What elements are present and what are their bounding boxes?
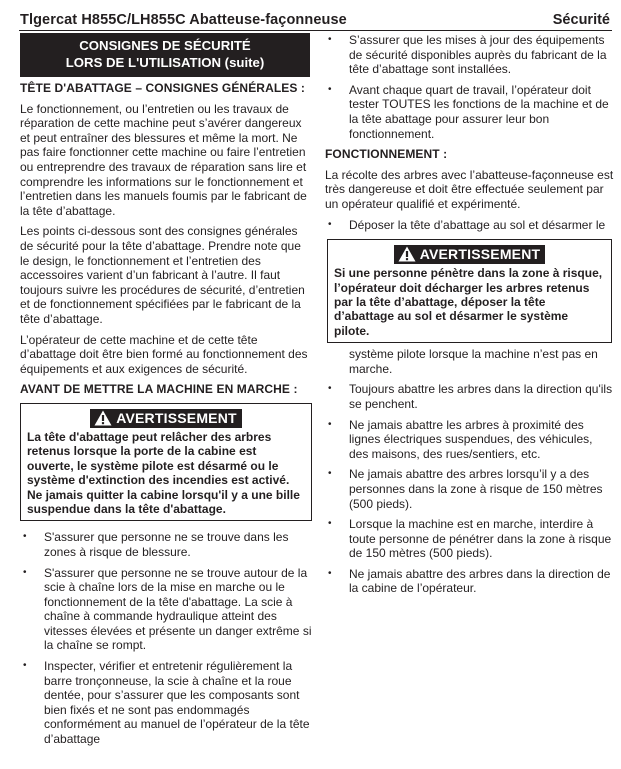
subhead-operation: FONCTIONNEMENT : <box>325 147 448 162</box>
list-item-text: Ne jamais abattre les arbres à proximité des lignes électriques suspendues, des véhicules, des maisons, des rues/sentiers, etc. <box>349 417 593 461</box>
bullet-icon: • <box>328 83 332 95</box>
list-item-continuation: système pilote lorsque la machine n’est pas en marche. <box>349 347 598 376</box>
list-item <box>325 382 615 411</box>
list-item-text: Ne jamais abattre des arbres dans la direction de la cabine de l’opérateur. <box>349 566 611 596</box>
section-title-line-1: CONSIGNES DE SÉCURITÉ <box>79 38 251 53</box>
bullet-icon: • <box>328 567 332 579</box>
warning-text: Si une personne pénètre dans la zone à risque, l’opérateur doit décharger les arbres retenus par la tête d’abattage, déposer la tête d’abattage au sol et désarmer le système pilote. <box>334 266 603 338</box>
bullet-icon: • <box>23 660 27 672</box>
section-title: Sécurité <box>552 12 610 28</box>
list-item-text: Toujours abattre les arbres dans la direction qu'ils se penchent. <box>349 382 613 411</box>
list-item-text: Avant chaque quart de travail, l’opérateur doit tester TOUTES les fonctions de la machine et de la tête abattage pour assurer leur bon fonctionnement. <box>349 82 609 141</box>
section-title-line-2: LORS DE L'UTILISATION (suite) <box>65 54 265 70</box>
right-column <box>325 33 615 602</box>
bullet-icon: • <box>23 566 27 578</box>
warning-badge <box>90 409 242 428</box>
list-item <box>325 418 615 462</box>
list-item-text: S'assurer que personne ne se trouve autour de la scie à chaîne lors de la mise en marche ou le fonctionnement de la tête d'abattage. La scie à chaîne à commande hydraulique atteint des vitesses élevées et présente un danger extrême si la chaîne se rompt. <box>44 565 312 653</box>
warning-box <box>20 403 312 521</box>
bullet-icon: • <box>328 383 332 395</box>
warning-triangle-icon <box>398 246 416 262</box>
paragraph: Les points ci-dessous sont des consignes générales de sécurité pour la tête d’abattage. Prendre note que le design, le fonctionnement et l’entretien des accessoires varient d’un fabricant à l’autre. Il faut toujours suivre les procédures de sécurité, d’entretien et de fonctionnement spécifiées par le fabricant de la tête d’abattage. <box>20 224 305 326</box>
bullet-icon: • <box>328 518 332 530</box>
list-item <box>20 566 312 654</box>
warning-label: AVERTISSEMENT <box>419 246 541 263</box>
list-item-text: S’assurer que les mises à jour des équipements de sécurité disponibles auprès du fabricant de la tête d’abattage sont installées. <box>349 33 607 77</box>
list-item-text: Ne jamais abattre des arbres lorsqu’il y a des personnes dans la zone à risque de 150 mètres (500 pieds). <box>349 467 603 511</box>
paragraph: Le fonctionnement, ou l’entretien ou les travaux de réparation de cette machine peut s’avérer dangereux et peut entraîner des blessures et même la mort. Ne pas faire fonctionner cette machine ou faire l’entretien ou entreprendre des travaux de réparation sans lire et comprendre les informations sur le fonctionnement et l’entretien dans les manuels foumis par le fabricant de la tête d’abattage. <box>20 101 307 218</box>
list-item <box>325 567 615 596</box>
header-rule <box>19 30 612 31</box>
warning-badge <box>394 245 546 264</box>
list-item <box>325 517 615 561</box>
list-item <box>325 83 615 141</box>
list-item <box>20 659 312 747</box>
list-item <box>325 467 615 511</box>
list-item <box>325 33 615 77</box>
bullet-icon: • <box>23 531 27 543</box>
paragraph: La récolte des arbres avec l’abatteuse-façonneuse est très dangereuse et doit être effectuée seulement par un opérateur qualifié et expérimenté. <box>325 167 614 211</box>
warning-text: La tête d'abattage peut relâcher des arbres retenus lorsque la porte de la cabine est ouverte, le système pilote est désarmé ou le système d'extinction des incendies est activé. Ne jamais quitter la cabine lorsqu'il y a une bille suspendue dans la tête d'abattage. <box>27 429 300 516</box>
list-item-text: S'assurer que personne ne se trouve dans les zones à risque de blessure. <box>44 530 289 559</box>
bullet-icon: • <box>328 468 332 480</box>
list-item-text: Inspecter, vérifier et entretenir régulièrement la barre tronçonneuse, la scie à chaîne et la roue dentée, pour s’assurer que les composants sont bien fixés et ne sont pas endommagés conformément au manuel de l’opérateur de la tête d’abattage <box>44 659 310 747</box>
bullet-icon: • <box>328 218 332 230</box>
paragraph: L’opérateur de cette machine et de cette tête d’abattage doit être bien formé au fonctionnement des équipements et aux exigences de sécurité. <box>20 332 308 376</box>
section-title-box <box>20 33 310 77</box>
warning-label: AVERTISSEMENT <box>116 409 237 426</box>
list-item <box>20 530 312 559</box>
left-column <box>20 33 312 753</box>
warning-box <box>327 239 612 343</box>
warning-triangle-icon <box>94 410 112 426</box>
bullet-icon: • <box>328 418 332 430</box>
bullet-icon: • <box>328 34 332 45</box>
subhead-general: TÊTE D'ABATTAGE – CONSIGNES GÉNÉRALES : <box>20 81 305 95</box>
list-item-text: Déposer la tête d’abattage au sol et désarmer le <box>349 217 606 232</box>
subhead-before-start: AVANT DE METTRE LA MACHINE EN MARCHE : <box>20 382 298 397</box>
list-item-text: Lorsque la machine est en marche, interdire à toute personne de pénétrer dans la zone à risque de 150 mètres (500 pieds). <box>349 517 612 561</box>
document-title: Tlgercat H855C/LH855C Abatteuse-façonneuse <box>20 12 347 28</box>
list-item <box>325 218 615 233</box>
